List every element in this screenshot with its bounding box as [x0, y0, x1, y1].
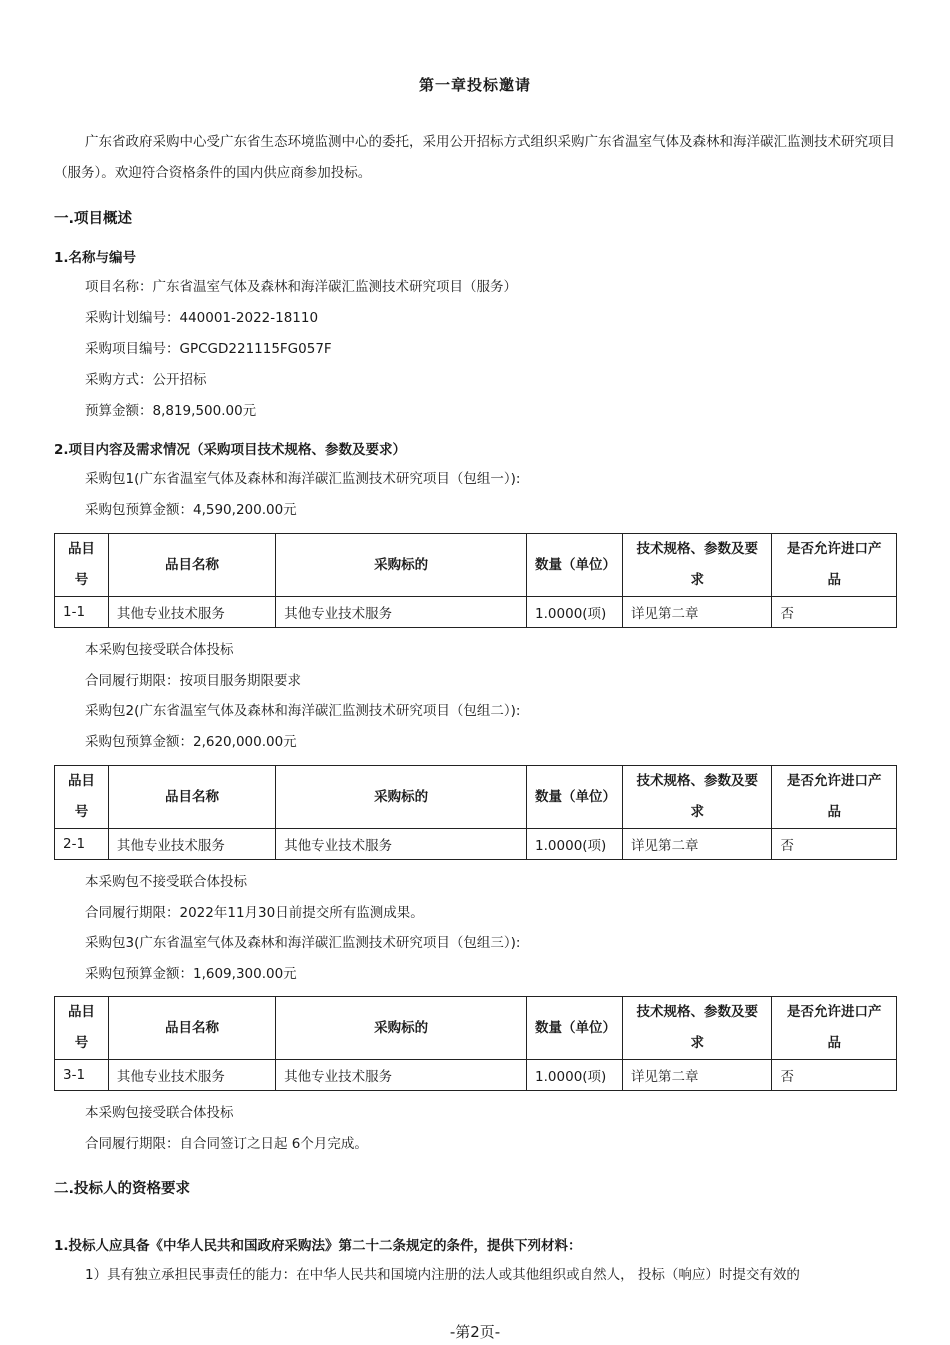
col-header: 品目名称 [108, 766, 275, 829]
package3-consortium-note: 本采购包接受联合体投标 [85, 1105, 234, 1121]
package2-table [54, 765, 897, 860]
table-cell: 1.0000(项) [527, 597, 623, 628]
col-header: 品目号 [55, 534, 109, 597]
table-cell: 其他专业技术服务 [276, 829, 527, 860]
col-header: 技术规格、参数及要求 [623, 534, 772, 597]
name-number-heading: 1.名称与编号 [54, 250, 137, 266]
table-header-row [55, 997, 897, 1060]
col-header: 采购标的 [276, 766, 527, 829]
project-name: 项目名称：广东省温室气体及森林和海洋碳汇监测技术研究项目（服务） [85, 279, 517, 295]
procurement-method: 采购方式：公开招标 [85, 372, 207, 388]
package1-budget: 采购包预算金额：4,590,200.00元 [85, 502, 297, 518]
table-cell: 1.0000(项) [527, 1060, 623, 1091]
package1-consortium-note: 本采购包接受联合体投标 [85, 642, 234, 658]
table-row [55, 829, 897, 860]
col-header: 数量（单位） [527, 766, 623, 829]
table-cell: 否 [772, 1060, 897, 1091]
table-cell: 否 [772, 597, 897, 628]
col-header: 品目号 [55, 766, 109, 829]
table-row [55, 597, 897, 628]
package1-table [54, 533, 897, 628]
table-cell: 其他专业技术服务 [108, 829, 275, 860]
table-cell: 其他专业技术服务 [276, 597, 527, 628]
package2-budget: 采购包预算金额：2,620,000.00元 [85, 734, 297, 750]
page-title: 第一章投标邀请 [418, 76, 531, 94]
package3-budget: 采购包预算金额：1,609,300.00元 [85, 966, 297, 982]
project-content-heading: 2.项目内容及需求情况（采购项目技术规格、参数及要求） [54, 442, 407, 458]
package2-name: 采购包2(广东省温室气体及森林和海洋碳汇监测技术研究项目（包组二）): [85, 703, 521, 719]
table-cell: 详见第二章 [623, 829, 772, 860]
col-header: 是否允许进口产品 [772, 997, 897, 1060]
table-cell: 1-1 [55, 597, 109, 628]
plan-number: 采购计划编号：440001-2022-18110 [85, 310, 319, 326]
col-header: 品目号 [55, 997, 109, 1060]
col-header: 技术规格、参数及要求 [623, 997, 772, 1060]
col-header: 品目名称 [108, 534, 275, 597]
col-header: 技术规格、参数及要求 [623, 766, 772, 829]
col-header: 数量（单位） [527, 534, 623, 597]
package3-contract-term: 合同履行期限：自合同签订之日起 6个月完成。 [85, 1136, 368, 1152]
table-cell: 其他专业技术服务 [108, 1060, 275, 1091]
package3-table [54, 996, 897, 1091]
table-header-row [55, 766, 897, 829]
col-header: 数量（单位） [527, 997, 623, 1060]
qualification-heading: 1.投标人应具备《中华人民共和国政府采购法》第二十二条规定的条件，提供下列材料： [54, 1238, 582, 1254]
section1-heading: 一.项目概述 [54, 211, 133, 227]
intro-paragraph: 广东省政府采购中心受广东省生态环境监测中心的委托，采用公开招标方式组织采购广东省温室气体及森林和海洋碳汇监测技术研究项目（服务）。欢迎符合资格条件的国内供应商参加投标。 [54, 134, 895, 181]
table-row [55, 1060, 897, 1091]
package2-contract-term: 合同履行期限：2022年11月30日前提交所有监测成果。 [85, 905, 424, 921]
table-cell: 3-1 [55, 1060, 109, 1091]
page-number: -第2页- [449, 1323, 501, 1341]
col-header: 采购标的 [276, 534, 527, 597]
table-cell: 详见第二章 [623, 1060, 772, 1091]
col-header: 品目名称 [108, 997, 275, 1060]
section2-heading: 二.投标人的资格要求 [54, 1181, 191, 1197]
budget-amount: 预算金额：8,819,500.00元 [85, 403, 257, 419]
package3-name: 采购包3(广东省温室气体及森林和海洋碳汇监测技术研究项目（包组三）): [85, 935, 521, 951]
col-header: 采购标的 [276, 997, 527, 1060]
table-header-row [55, 534, 897, 597]
table-cell: 2-1 [55, 829, 109, 860]
col-header: 是否允许进口产品 [772, 766, 897, 829]
project-number: 采购项目编号：GPCGD221115FG057F [85, 341, 332, 357]
col-header: 是否允许进口产品 [772, 534, 897, 597]
package1-name: 采购包1(广东省温室气体及森林和海洋碳汇监测技术研究项目（包组一）): [85, 471, 521, 487]
table-cell: 详见第二章 [623, 597, 772, 628]
qualification-item-1: 1）具有独立承担民事责任的能力：在中华人民共和国境内注册的法人或其他组织或自然人， 投标（响应）时提交有效的 [85, 1267, 800, 1283]
table-cell: 1.0000(项) [527, 829, 623, 860]
table-cell: 否 [772, 829, 897, 860]
package2-consortium-note: 本采购包不接受联合体投标 [85, 874, 247, 890]
table-cell: 其他专业技术服务 [108, 597, 275, 628]
table-cell: 其他专业技术服务 [276, 1060, 527, 1091]
package1-contract-term: 合同履行期限：按项目服务期限要求 [85, 673, 301, 689]
